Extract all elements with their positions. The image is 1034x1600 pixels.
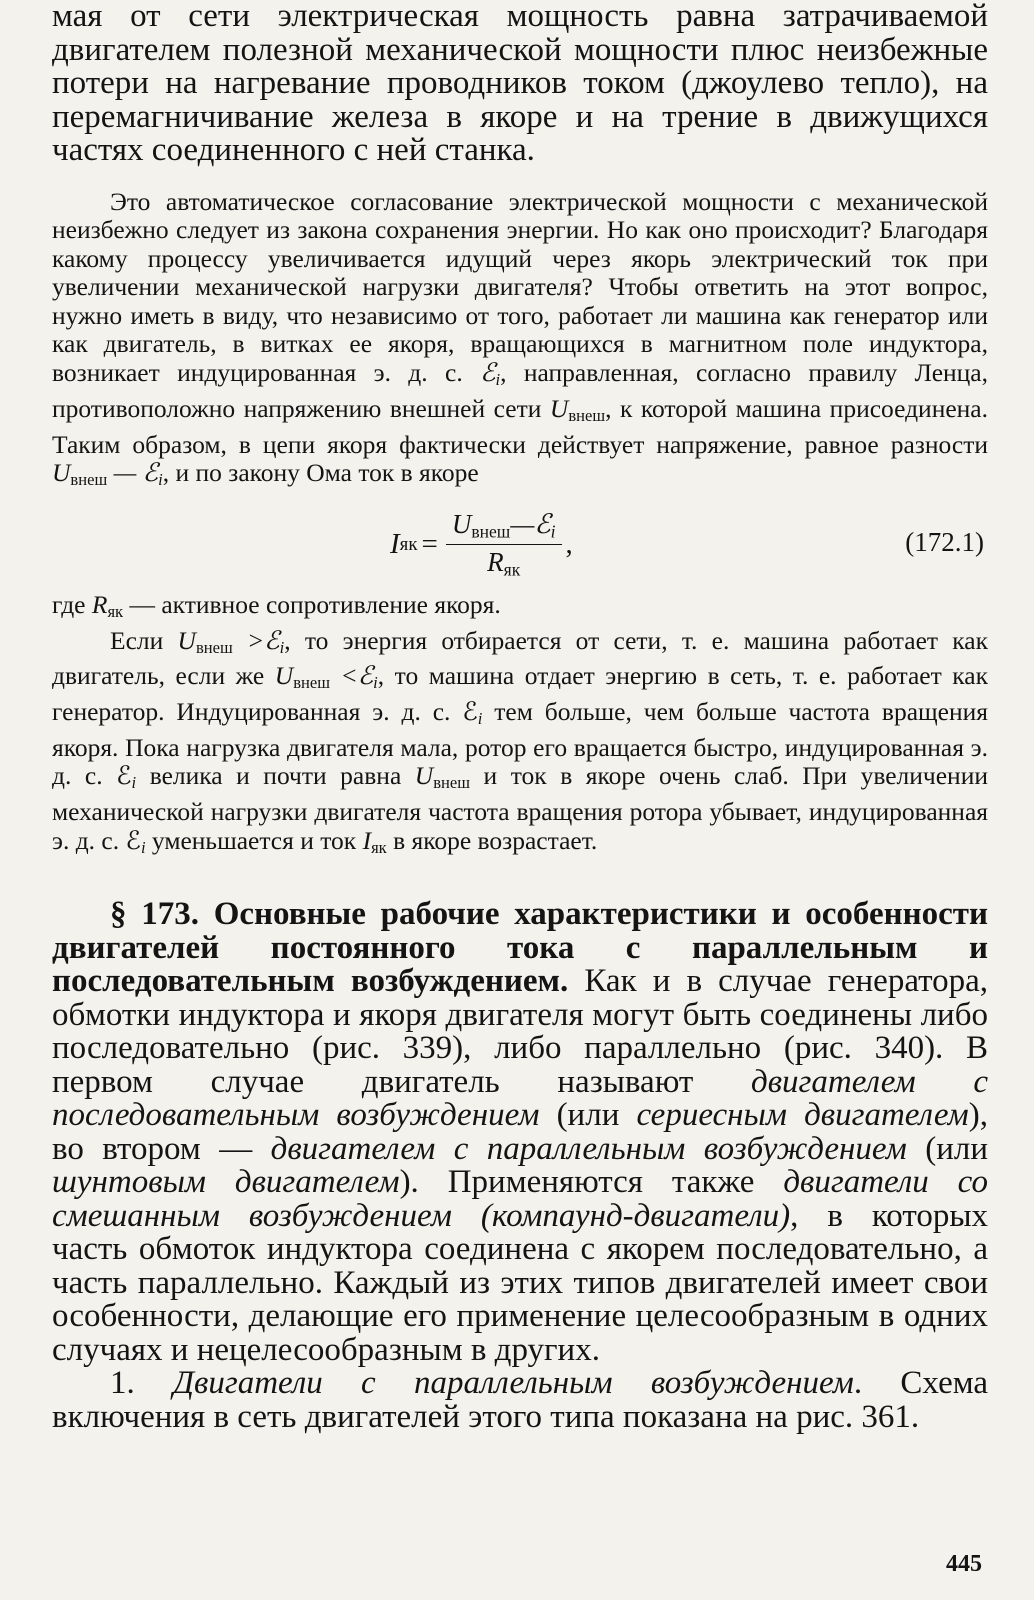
emf-subscript: i bbox=[279, 637, 285, 657]
energy-paragraph bbox=[52, 188, 988, 495]
emf-subscript: i bbox=[140, 837, 146, 857]
italic-term: двигатели со смешанным возбуждением (компаунд-двигатели) bbox=[52, 1164, 988, 1234]
text-run: (или bbox=[906, 1130, 989, 1167]
formula-equals: = bbox=[421, 528, 438, 561]
page-number: 445 bbox=[946, 1551, 982, 1577]
den-r-sub: як bbox=[503, 559, 521, 580]
text-run: , направленная, согласно правилу Ленца, противоположно напряжению внешней сети bbox=[52, 358, 988, 423]
u-subscript: внеш bbox=[70, 470, 108, 490]
section-173 bbox=[52, 898, 988, 1367]
u-symbol: U bbox=[549, 393, 569, 423]
formula-comma: , bbox=[565, 528, 573, 561]
where-line bbox=[52, 591, 988, 627]
italic-term: двигателем с последовательным возбуждением bbox=[52, 1063, 988, 1134]
text-run: где bbox=[52, 589, 92, 619]
formula-fraction bbox=[446, 509, 562, 581]
den-r: R bbox=[487, 547, 504, 578]
text-run: Как и в случае генератора, обмотки индуктора и якоря двигателя могут быть соединены либо последовательно (рис. 339), либо параллельно (рис. 340). В первом случае двигатель называют bbox=[52, 963, 989, 1100]
formula-lhs: I bbox=[390, 528, 400, 561]
num-emf-sub: i bbox=[550, 521, 556, 542]
item-1-paragraph bbox=[52, 1367, 988, 1434]
italic-term: сериесным двигателем bbox=[636, 1097, 969, 1134]
u-symbol: U bbox=[274, 661, 294, 691]
top-paragraph: мая от сети электрическая мощность равна затрачиваемой двигателем полезной механической мощности плюс неизбежные потери на нагревание проводников током (джоулево тепло), на перемагничивание железа в якоре и на трение в движущихся частях соединенного с ней станка. bbox=[52, 0, 988, 168]
u-subscript: внеш bbox=[568, 405, 606, 425]
text-run: ). Применяются также bbox=[399, 1164, 784, 1201]
num-u-sub: внеш bbox=[471, 521, 511, 542]
emf-subscript: i bbox=[131, 773, 137, 793]
emf-subscript: i bbox=[158, 470, 163, 490]
u-subscript: внеш bbox=[195, 637, 233, 657]
emf-subscript: i bbox=[477, 709, 483, 729]
equation-number: (172.1) bbox=[905, 526, 984, 557]
italic-term: шунтовым двигателем bbox=[52, 1164, 400, 1201]
i-subscript: як bbox=[371, 837, 387, 857]
emf-compare: >ℰ bbox=[232, 625, 280, 655]
text-run: ), во втором — bbox=[52, 1097, 988, 1167]
text-run: Это автоматическое согласование электрической мощности с механической неизбежно следует из закона сохранения энергии. Но как оно происходит? Благодаря какому процессу увеличивается идущий через якорь электрический ток при увеличении механической нагрузки двигателя? Чтобы ответить на этот вопрос, нужно иметь в виду, что независимо от того, работает ли машина как генератор или как двигатель, в витках ее якоря, вращающихся в магнитном поле индуктора, возникает индуцированная э. д. с. bbox=[52, 186, 988, 388]
text-run: Если bbox=[110, 625, 178, 655]
r-symbol: R bbox=[91, 589, 108, 619]
ohm-law-formula bbox=[390, 509, 573, 581]
italic-term: двигателем с параллельным возбуждением bbox=[270, 1130, 907, 1167]
text-run: , то машина отдает энергию в сеть, т. е. работает как генератор. Индуцированная э. д. с. ℰ bbox=[52, 661, 988, 727]
item-title: Двигатели с параллельным возбуждением bbox=[173, 1365, 854, 1402]
num-emf: —ℰ bbox=[510, 508, 551, 539]
u-symbol: U bbox=[414, 761, 434, 791]
text-run: , и по закону Ома ток в якоре bbox=[162, 458, 479, 488]
section-heading: § 173. Основные рабочие характеристики и особенности двигателей постоянного тока с параллельным и последовательным возбуждением. bbox=[52, 896, 988, 1000]
emf-subscript: i bbox=[373, 673, 378, 693]
emf-difference: — ℰ bbox=[107, 458, 159, 488]
formula-denominator bbox=[487, 545, 520, 580]
text-run: уменьшается и ток bbox=[145, 825, 363, 855]
emf-symbol: ℰ bbox=[480, 358, 496, 388]
r-subscript: як bbox=[107, 602, 124, 621]
equation-172-1 bbox=[52, 501, 988, 587]
text-run: , в которых часть обмоток индуктора соединена с якорем последовательно, а часть параллельно. Каждый из этих типов двигателей имеет свои особенности, делающие его применение целесообразным в одних случаях и нецелесообразным в других. bbox=[52, 1197, 988, 1368]
item-number: 1. bbox=[110, 1365, 174, 1402]
text-run: , к которой машина присоединена. Таким образом, в цепи якоря фактически действует напряжение, равное разности bbox=[52, 393, 988, 459]
formula-lhs-sub: як bbox=[399, 533, 418, 555]
if-paragraph bbox=[52, 627, 988, 863]
u-subscript: внеш bbox=[293, 673, 330, 693]
text-run: , то энергия отбирается от сети, т. е. машина работает как двигатель, если же bbox=[52, 625, 988, 691]
text-run: — активное сопротивление якоря. bbox=[123, 589, 501, 619]
formula-numerator bbox=[446, 509, 562, 545]
u-symbol: U bbox=[177, 625, 196, 655]
emf-subscript: i bbox=[495, 370, 501, 390]
emf-compare: <ℰ bbox=[329, 661, 374, 691]
text-run: в якоре возрастает. bbox=[386, 825, 598, 855]
i-symbol: I bbox=[362, 825, 372, 855]
u-subscript: внеш bbox=[433, 773, 471, 793]
text-run: (или bbox=[539, 1097, 637, 1134]
text-run: . Схема включения в сеть двигателей этого типа показана на рис. 361. bbox=[52, 1365, 989, 1435]
text-run: и ток в якоре очень слаб. При увеличении механической нагрузки двигателя частота вращения ротора убывает, индуцированная э. д. с. ℰ bbox=[52, 761, 988, 855]
num-u: U bbox=[451, 508, 472, 539]
text-run: тем больше, чем больше частота вращения якоря. Пока нагрузка двигателя мала, ротор его вращается быстро, индуцированная э. д. с. ℰ bbox=[52, 697, 988, 791]
u-symbol: U bbox=[52, 458, 71, 488]
text-run: велика и почти равна bbox=[136, 761, 415, 791]
